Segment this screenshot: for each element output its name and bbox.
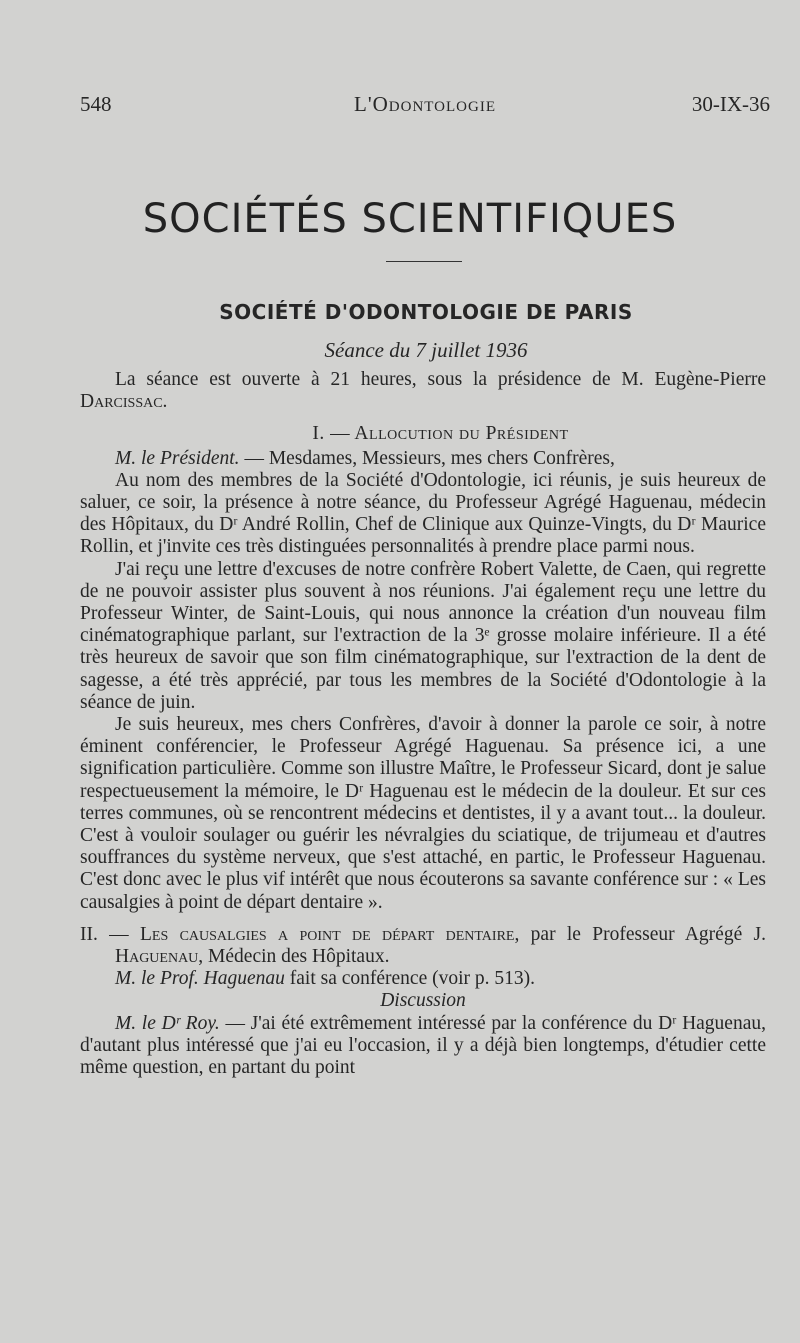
- item-2-author: Haguenau,: [115, 946, 204, 968]
- roy-paragraph: [80, 1013, 766, 1080]
- president-speaker: M. le Président.: [115, 447, 240, 469]
- conference-text: fait sa conférence (voir p. 513).: [289, 968, 536, 990]
- opening-paragraph: [80, 369, 766, 413]
- item-2-affiliation: Médecin des Hôpitaux.: [208, 946, 390, 968]
- society-name: SOCIÉTÉ D'ODONTOLOGIE DE PARIS: [219, 300, 633, 324]
- item-2-number: II. —: [80, 923, 129, 945]
- journal-title: L'Odontologie: [354, 92, 496, 116]
- president-greeting: [80, 448, 766, 470]
- discussion-title: Discussion: [380, 990, 466, 1012]
- conference-line: [80, 968, 766, 990]
- article-body: [80, 369, 766, 1079]
- item-1-title: I. — Allocution du Président: [312, 423, 569, 445]
- issue-date: 30-IX-36: [691, 92, 770, 116]
- title-rule: [386, 261, 462, 262]
- item-2-by: par le Professeur Agrégé J.: [530, 923, 766, 945]
- president-paragraph-3: Je suis heureux, mes chers Confrères, d'avoir à donner la parole ce soir, à notre éminent conférencier, le Professeur Agrégé Haguenau. Sa présence ici, a une signification particulière. Comme son illustre Maître, le Professeur Sicard, dont je salue respectueusement la mémoire, le Dʳ Haguenau est le médecin de la douleur. Et sur ces terres communes, où se rencontrent médecins et dentistes, il y a avant tout... la douleur. C'est à vouloir soulager ou guérir les névralgies du sciatique, de trijumeau et d'autres souffrances du système nerveux, que s'est attaché, en partic, le Professeur Haguenau. C'est donc avec le plus vif intérêt que nous écouterons sa savante conférence sur : « Les causalgies à point de départ dentaire ».: [80, 714, 766, 913]
- item-2-title: Les causalgies a point de départ dentaire,: [140, 923, 520, 945]
- item-2-heading: [80, 924, 766, 968]
- running-head: [80, 92, 770, 122]
- president-paragraph-2: J'ai reçu une lettre d'excuses de notre confrère Robert Valette, de Caen, qui regrette de ne pouvoir assister plus souvent à nos réunions. J'ai également reçu une lettre du Professeur Winter, de Saint-Louis, qui nous annonce la création d'un nouveau film cinématographique parlant, sur l'extraction de la 3ᵉ grosse molaire inférieure. Il a été très heureux de savoir que son film cinématographique, sur l'extraction de la dent de sagesse, a été très apprécié, par tous les membres de la Société d'Odontologie à la séance de juin.: [80, 558, 766, 713]
- roy-speaker: M. le Dʳ Roy.: [115, 1012, 220, 1034]
- president-paragraph-1: Au nom des membres de la Société d'Odontologie, ici réunis, je suis heureux de saluer, ce soir, la présence à notre séance, du Professeur Agrégé Haguenau, médecin des Hôpitaux, du Dʳ André Rollin, Chef de Clinique aux Quinze-Vingts, du Dʳ Maurice Rollin, et j'invite ces très distinguées personnalités à prendre place parmi nous.: [80, 469, 766, 558]
- session-date: Séance du 7 juillet 1936: [324, 338, 528, 362]
- roy-text: — J'ai été extrêmement intéressé par la conférence du Dʳ Haguenau, d'autant plus intéressé que j'ai eu l'occasion, il y a déjà bien longtemps, d'étudier cette même question, en partant du point: [80, 1012, 766, 1079]
- section-title: SOCIÉTÉS SCIENTIFIQUES: [142, 196, 678, 242]
- conference-speaker: M. le Prof. Haguenau: [115, 968, 285, 990]
- page-number: 548: [80, 92, 112, 116]
- greeting-text: — Mesdames, Messieurs, mes chers Confrères,: [244, 447, 615, 469]
- opening-text: La séance est ouverte à 21 heures, sous la présidence de M. Eugène-Pierre: [115, 369, 766, 390]
- president-name: Darcissac.: [80, 391, 168, 413]
